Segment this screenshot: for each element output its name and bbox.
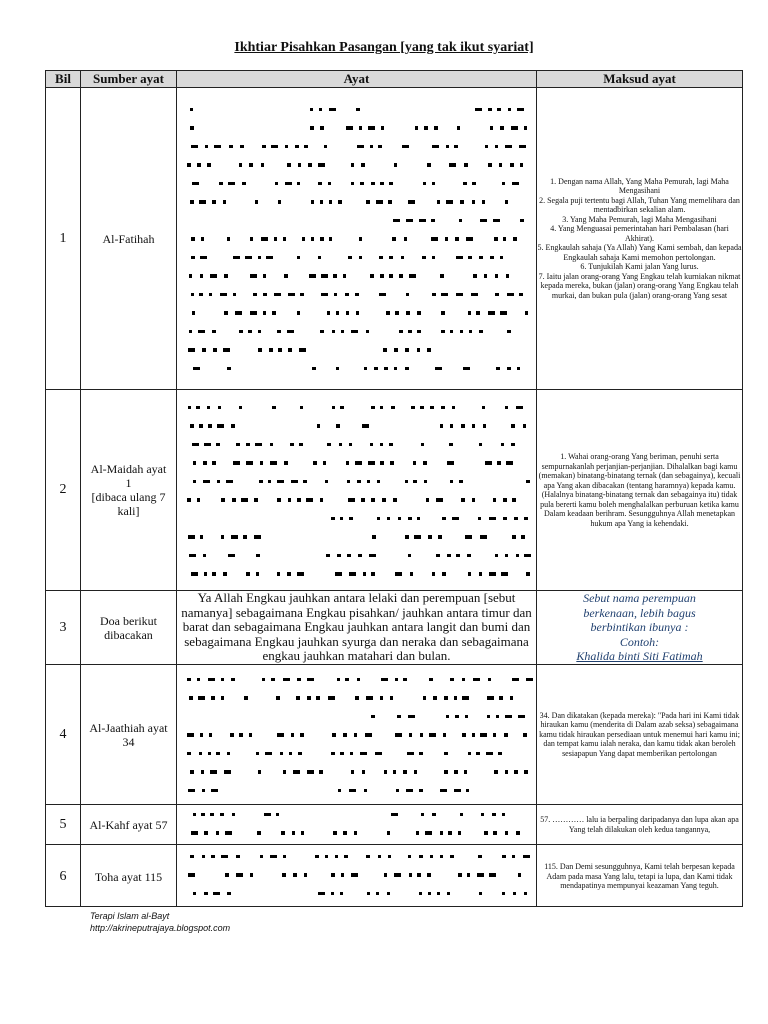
- row-number: 5: [46, 805, 81, 845]
- sumber-ayat: [81, 591, 177, 665]
- sumber-line: Al-Jaathiah ayat: [89, 720, 168, 735]
- arabic-verse-block: [177, 665, 537, 805]
- arabic-verse-line: [177, 176, 536, 195]
- translation-text: 57. ………… lalu ia berpaling daripadanya dan lupa akan apa Yang telah dilakukan oleh kedua tangannya,: [537, 805, 743, 845]
- arabic-verse-line: [177, 400, 536, 419]
- arabic-verse-line: [177, 849, 536, 868]
- arabic-verse-line: [177, 825, 536, 844]
- arabic-verse-line: [177, 492, 536, 511]
- arabic-verse-line: [177, 548, 536, 567]
- arabic-verse-line: [177, 511, 536, 530]
- arabic-verse-line: [177, 886, 536, 905]
- arabic-verse-line: [177, 324, 536, 343]
- sumber-ayat: [81, 390, 177, 591]
- sumber-ayat: [81, 665, 177, 805]
- footer-title: Terapi Islam al-Bayt: [90, 911, 170, 921]
- ayat-table: [45, 70, 743, 907]
- arabic-verse-line: [177, 709, 536, 728]
- arabic-verse-line: [177, 213, 536, 232]
- table-row: [46, 805, 743, 845]
- arabic-verse-line: [177, 455, 536, 474]
- arabic-verse-line: [177, 764, 536, 783]
- page-title: Ikhtiar Pisahkan Pasangan [yang tak ikut syariat]: [234, 40, 534, 55]
- arabic-verse-line: [177, 120, 536, 139]
- sumber-line: Al-Maidah ayat: [90, 462, 167, 476]
- header-sumber: Sumber ayat: [81, 71, 177, 88]
- note-example: Khalida binti Siti Fatimah: [576, 649, 703, 664]
- arabic-verse-line: [177, 474, 536, 493]
- sumber-line: dibacakan: [104, 627, 153, 642]
- arabic-verse-line: [177, 287, 536, 306]
- arabic-verse-block: [177, 88, 537, 390]
- table-row: [46, 88, 743, 390]
- arabic-verse-line: [177, 361, 536, 380]
- arabic-verse-line: [177, 807, 536, 826]
- note-line: Sebut nama perempuan: [583, 591, 696, 606]
- header-maksud: Maksud ayat: [537, 71, 743, 88]
- sumber-line: Doa berikut: [100, 613, 157, 628]
- footer: [90, 910, 230, 934]
- row-number: 6: [46, 845, 81, 907]
- sumber-ayat: Al-Kahf ayat 57: [81, 805, 177, 845]
- sumber-ayat: Al-Fatihah: [81, 88, 177, 390]
- arabic-verse-line: [177, 437, 536, 456]
- note-line: berkenaan, lebih bagus: [583, 605, 696, 620]
- sumber-line: kali]: [117, 504, 140, 518]
- footer-url[interactable]: http://akrineputrajaya.blogspot.com: [90, 923, 231, 933]
- arabic-verse-line: [177, 566, 536, 585]
- translation-line: 5. Engkaulah sahaja (Ya Allah) Yang Kami sembah, dan kepada Engkaulah sahaja Kami memohon pertolongan.: [537, 243, 742, 262]
- arabic-verse-line: [177, 250, 536, 269]
- sumber-line: 1: [125, 476, 132, 490]
- sumber-line: 34: [122, 734, 135, 749]
- table-row: [46, 665, 743, 805]
- translation-line: 2. Segala puji tertentu bagi Allah, Tuhan Yang memelihara dan mentadbirkan sekalian alam.: [539, 195, 740, 215]
- arabic-verse-line: [177, 867, 536, 886]
- arabic-verse-line: [177, 268, 536, 287]
- arabic-verse-line: [177, 672, 536, 691]
- arabic-verse-line: [177, 746, 536, 765]
- arabic-verse-line: [177, 342, 536, 361]
- sumber-line: [dibaca ulang 7: [91, 490, 166, 504]
- note-line: Contoh:: [619, 634, 660, 649]
- arabic-verse-line: [177, 418, 536, 437]
- arabic-verse-line: [177, 690, 536, 709]
- header-bil: Bil: [46, 71, 81, 88]
- arabic-verse-line: [177, 139, 536, 158]
- table-row: [46, 591, 743, 665]
- translation-text: 115. Dan Demi sesungguhnya, Kami telah berpesan kepada Adam pada masa Yang lalu, tetapi ia lupa, dan Kami tidak mendapatinya mempunyai keazaman Yang teguh.: [537, 845, 743, 907]
- arabic-verse-line: [177, 783, 536, 802]
- note-line: berbintikan ibunya :: [590, 620, 689, 635]
- translation-line: 6. Tunjukilah Kami jalan Yang lurus.: [580, 262, 699, 272]
- arabic-verse-line: [177, 727, 536, 746]
- arabic-verse-line: [177, 194, 536, 213]
- header-ayat: Ayat: [177, 71, 537, 88]
- header-row: [46, 71, 743, 88]
- arabic-verse-line: [177, 305, 536, 324]
- translation-text: 34. Dan dikatakan (kepada mereka): "Pada hari ini Kami tidak hiraukan kamu (menderita di Dalam azab seksa) sebagaimana kamu tidak hiraukan persediaan untuk menemui hari kamu ini; dan tempat kamu ialah neraka, dan kamu tidak akan beroleh sesiapapun Yang dapat memberikan pertolongan: [537, 665, 743, 805]
- sumber-ayat: Toha ayat 115: [81, 845, 177, 907]
- arabic-verse-line: [177, 231, 536, 250]
- row-number: 2: [46, 390, 81, 591]
- arabic-verse-line: [177, 157, 536, 176]
- row-number: 3: [46, 591, 81, 665]
- arabic-verse-line: [177, 529, 536, 548]
- arabic-verse-block: [177, 805, 537, 845]
- translation-line: 1. Dengan nama Allah, Yang Maha Pemurah, lagi Maha Mengasihani: [550, 176, 729, 196]
- translation-text: [537, 88, 743, 390]
- row-number: 1: [46, 88, 81, 390]
- arabic-verse-line: [177, 102, 536, 121]
- arabic-verse-block: [177, 845, 537, 907]
- arabic-verse-block: [177, 390, 537, 591]
- translation-line: 7. Iaitu jalan orang-orang Yang Engkau telah kurniakan nikmat kepada mereka, bukan (jalan) orang-orang Yang Engkau telah murkai, dan bukan pula (jalan) orang-orang Yang sesat: [538, 271, 741, 300]
- row-number: 4: [46, 665, 81, 805]
- translation-line: 3. Yang Maha Pemurah, lagi Maha Mengasihani: [562, 214, 717, 224]
- translation-line: 4. Yang Menguasai pemerintahan hari Pembalasan (hari Akhirat).: [550, 224, 729, 243]
- doa-text: Ya Allah Engkau jauhkan antara lelaki dan perempuan [sebut namanya] sebagaimana Engkau pisahkan/ jauhkan antara timur dan barat dan sebagaimana Engkau jauhkan antara langit dan bumi dan sebagaimana Engkau jauhkan syurga dan neraka dan sebagaimana engkau jauhkan matahari dan bulan.: [177, 591, 537, 665]
- doa-note: [537, 591, 743, 665]
- table-row: [46, 845, 743, 907]
- table-row: [46, 390, 743, 591]
- translation-text: 1. Wahai orang-orang Yang beriman, penuhi serta sempurnakanlah perjanjian-perjanjian. Dihalalkan bagi kamu (memakan) binatang-binatang ternak (dan sebagainya), kecuali apa Yang akan dibacakan (tentang haramnya) kepada kamu. (Halalnya binatang-binatang ternak dan sebagainya itu) tidak pula bererti kamu boleh menghalalkan perburuan ketika kamu Dalam keadaan berihram. Sesungguhnya Allah menetapkan hukum apa Yang ia kehendaki.: [537, 390, 743, 591]
